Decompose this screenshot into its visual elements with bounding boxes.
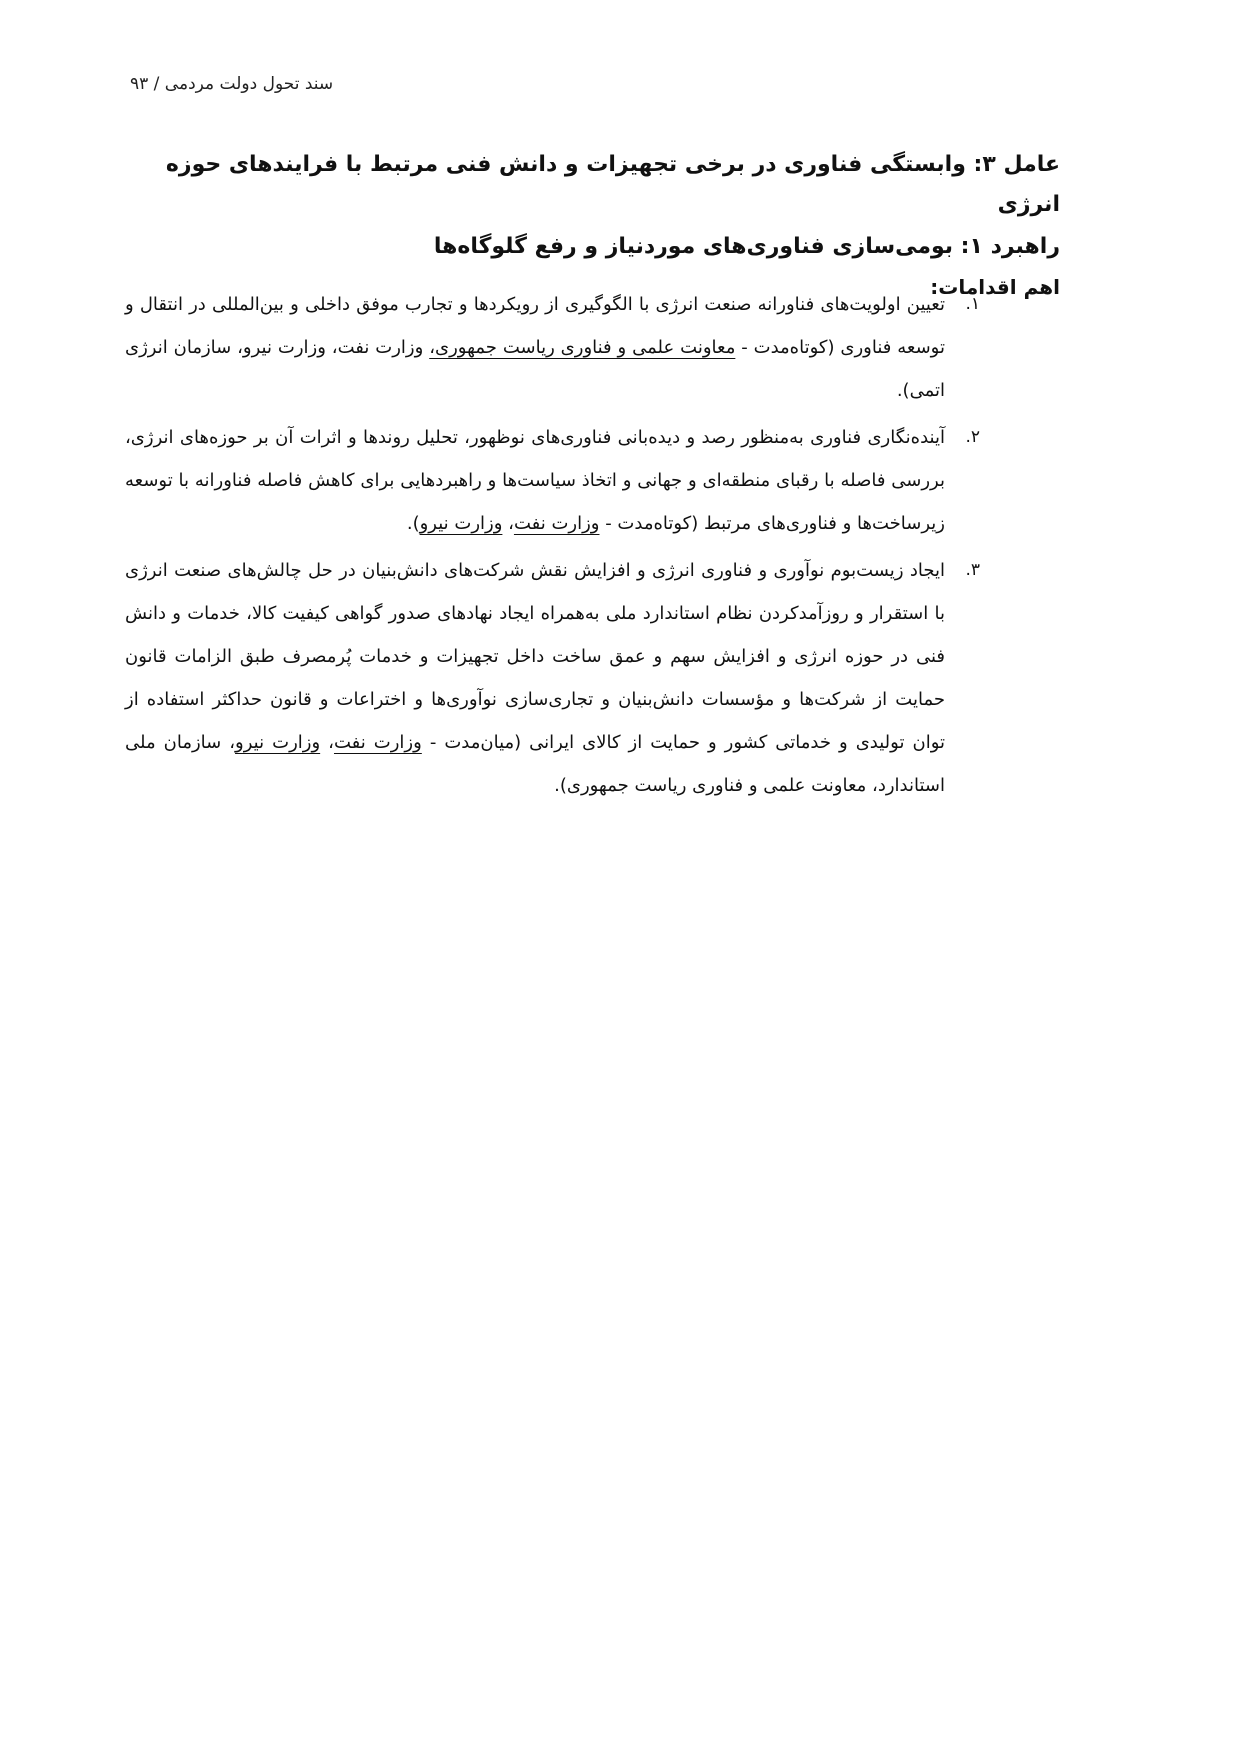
responsible-body-underlined: وزارت نفت xyxy=(333,732,422,753)
action-text-end: ، سازمان ملی استاندارد، معاونت علمی و فناوری ریاست جمهوری). xyxy=(125,732,945,796)
action-text: آینده‌نگاری فناوری به‌منظور رصد و دیده‌بانی فناوری‌های نوظهور، تحلیل روندها و اثرات آن بر حوزه‌های انرژی، بررسی فاصله با رقبای منطقه‌ای و جهانی و اتخاذ سیاست‌ها و راهبردهایی برای کاهش فاصله فناورانه با توسعه زیرساخت‌ها و فناوری‌های مرتبط (کوتاه‌مدت - xyxy=(125,427,945,534)
actions-list xyxy=(125,283,980,811)
responsible-body-underlined: وزارت نفت xyxy=(513,513,600,534)
action-text-end: ). xyxy=(406,513,420,534)
action-item-2 xyxy=(125,416,980,545)
action-item-1 xyxy=(125,283,980,412)
factor-title: عامل ۳: وابستگی فناوری در برخی تجهیزات و دانش فنی مرتبط با فرایندهای حوزه انرژی xyxy=(165,152,1060,217)
action-text: ایجاد زیست‌بوم نوآوری و فناوری انرژی و افزایش نقش شرکت‌های دانش‌بنیان در حل چالش‌های صنعت انرژی با استقرار و روزآمدکردن نظام استاندارد ملی به‌همراه ایجاد نهادهای صدور گواهی کیفیت کالا، خدمات و دانش فنی در حوزه انرژی و افزایش سهم و عمق ساخت داخل تجهیزات و خدمات پُرمصرف طبق الزامات قانون حمایت از شرکت‌ها و مؤسسات دانش‌بنیان و تجاری‌سازی نوآوری‌ها و اختراعات و قانون حداکثر استفاده از توان تولیدی و خدماتی کشور و حمایت از کالای ایرانی (میان‌مدت - xyxy=(125,560,946,753)
strategy-title: راهبرد ۱: بومی‌سازی فناوری‌های موردنیاز و رفع گلوگاه‌ها xyxy=(433,234,1060,259)
action-text: تعیین اولویت‌های فناورانه صنعت انرژی با الگوگیری از رویکردها و تجارب موفق داخلی و بین‌المللی در انتقال و توسعه فناوری (کوتاه‌مدت - xyxy=(125,294,945,358)
actions-label: اهم اقدامات: xyxy=(930,275,1060,299)
action-item-3 xyxy=(125,549,980,807)
responsible-body-underlined: معاونت علمی و فناوری ریاست جمهوری، xyxy=(429,337,736,358)
running-header xyxy=(130,74,430,94)
action-text-end: وزارت نفت، وزارت نیرو، سازمان انرژی اتمی). xyxy=(125,337,945,401)
responsible-body-underlined: وزارت نیرو xyxy=(235,732,321,753)
action-number: ۱. xyxy=(965,294,980,314)
action-number: ۲. xyxy=(965,427,980,447)
action-number: ۳. xyxy=(965,560,980,580)
separator: ، xyxy=(502,513,514,534)
running-title: سند تحول دولت مردمی / ۹۳ xyxy=(130,74,334,94)
separator: ، xyxy=(320,732,334,753)
responsible-body-underlined: وزارت نیرو xyxy=(419,513,503,534)
